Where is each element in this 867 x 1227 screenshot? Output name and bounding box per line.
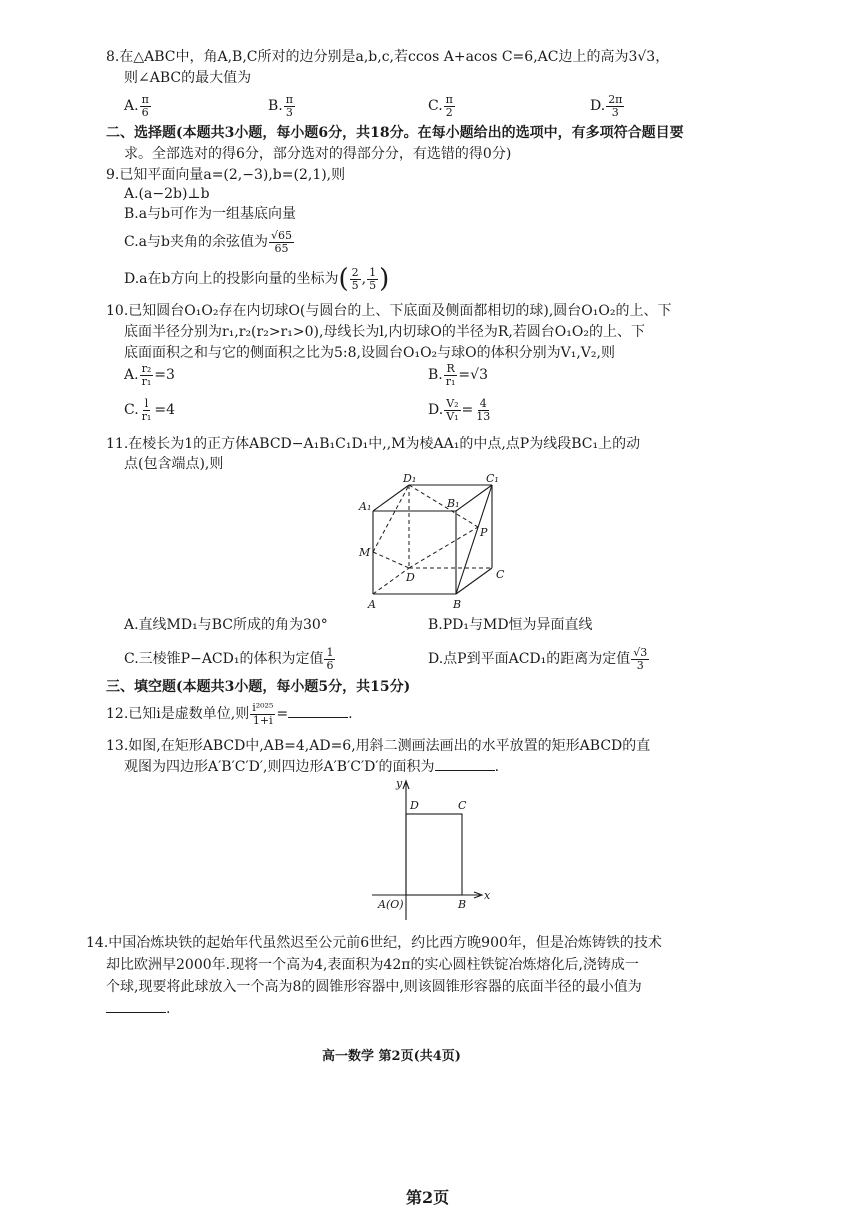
q11-stem-line2: 点(包含端点),则 bbox=[124, 456, 224, 472]
q10-option-b: B. $\frac{R}{\text{r₁}}$ =√3 bbox=[428, 362, 488, 388]
q14-stem-line3: 个球,现要将此球放入一个高为8的圆锥形容器中,则该圆锥形容器的底面半径的最小值为 bbox=[106, 979, 642, 995]
q10-option-c: C. $\frac{l}{\text{r₁}}$ =4 bbox=[124, 397, 175, 423]
q14-stem-line4: . bbox=[106, 1001, 170, 1018]
answer-blank[interactable] bbox=[288, 716, 348, 718]
q9-option-d: D.a在b方向上的投影向量的坐标为( $\frac{2}{5}$ , $\frac{1}{5}$ ) bbox=[124, 264, 390, 294]
q8-option-d: D. $\frac{2\pi}{3}$ bbox=[590, 93, 623, 119]
q12-stem: 12.已知i是虚数单位,则 $\frac{\text{i²⁰²⁵}}{1+i}$ = . bbox=[106, 701, 353, 727]
label-b: B bbox=[458, 898, 467, 911]
q10-option-a: A. $\frac{\text{r₂}}{\text{r₁}}$ =3 bbox=[124, 362, 175, 388]
q9-option-a: A.(a−2b)⊥b bbox=[124, 186, 210, 202]
segment-md-hidden bbox=[373, 552, 409, 568]
rectangle-figure bbox=[368, 775, 498, 925]
q11-option-d: D.点P到平面ACD₁的距离为定值 $\frac{√3}{3}$ bbox=[428, 646, 648, 672]
edge-bc bbox=[456, 568, 492, 594]
edge-ad-hidden bbox=[373, 568, 409, 594]
cube-figure bbox=[350, 470, 520, 615]
label-d: D bbox=[406, 571, 415, 584]
q9-option-c: C.a与b夹角的余弦值为 $\frac{√65}{65}$ bbox=[124, 229, 292, 255]
q14-stem-line1: 14.中国冶炼块铁的起始年代虽然迟至公元前6世纪，约比西方晚900年，但是冶炼铸铁的技术 bbox=[86, 935, 662, 951]
q8-stem-line2: 则∠ABC的最大值为 bbox=[124, 70, 252, 86]
q11-option-b: B.PD₁与MD恒为异面直线 bbox=[428, 617, 593, 633]
page-number-mark: 第2页 bbox=[406, 1188, 450, 1207]
q9-stem: 9.已知平面向量a=(2,−3),b=(2,1),则 bbox=[106, 167, 346, 183]
label-c1: C₁ bbox=[486, 472, 499, 485]
label-x: x bbox=[484, 889, 491, 902]
q10-option-d: D. $\frac{\text{V₂}}{\text{V₁}}$ = $\frac{4}{13}$ bbox=[428, 397, 491, 423]
edge-a1d1 bbox=[373, 485, 409, 511]
q8-option-c: C. $\frac{\pi}{2}$ bbox=[428, 93, 453, 119]
segment-md1-hidden bbox=[373, 485, 409, 552]
q8-option-b: B. $\frac{\pi}{3}$ bbox=[268, 93, 293, 119]
q10-stem-line1: 10.已知圆台O₁O₂存在内切球O(与圆台的上、下底面及侧面都相切的球),圆台O₁O₂的上、下 bbox=[106, 303, 672, 319]
label-a-o: A(O) bbox=[378, 898, 404, 911]
label-a: A bbox=[368, 598, 376, 611]
label-d: D bbox=[410, 799, 419, 812]
rectangle-abcd bbox=[406, 814, 462, 895]
q8-option-a: A. $\frac{\pi}{6}$ bbox=[124, 93, 149, 119]
label-a1: A₁ bbox=[359, 500, 372, 513]
section2-heading-line1: 二、选择题(本题共3小题，每小题6分，共18分。在每小题给出的选项中，有多项符合题目要 bbox=[106, 125, 684, 141]
section2-heading-line2: 求。全部选对的得6分，部分选对的得部分分，有选错的得0分) bbox=[124, 146, 512, 162]
label-p: P bbox=[480, 526, 488, 539]
q14-stem-line2: 却比欧洲早2000年.现将一个高为4,表面积为42π的实心圆柱铁锭冶炼熔化后,浇铸成一 bbox=[106, 957, 639, 973]
label-m: M bbox=[359, 546, 371, 559]
q9-option-b: B.a与b可作为一组基底向量 bbox=[124, 206, 297, 222]
q8-stem-line1: 8.在△ABC中，角A,B,C所对的边分别是a,b,c,若ccos A+acos C=6,AC边上的高为3√3， bbox=[106, 49, 670, 65]
page-footer: 高一数学 第2页(共4页) bbox=[322, 1049, 461, 1064]
q10-stem-line2: 底面半径分别为r₁,r₂(r₂>r₁>0),母线长为l,内切球O的半径为R,若圆台O₁O₂的上、下 bbox=[124, 324, 645, 340]
segment-d1p-hidden bbox=[409, 485, 478, 527]
edge-b1c1 bbox=[456, 485, 492, 511]
label-b: B bbox=[453, 598, 462, 611]
label-d1: D₁ bbox=[403, 472, 417, 485]
q13-stem-line1: 13.如图,在矩形ABCD中,AB=4,AD=6,用斜二测画法画出的水平放置的矩形ABCD的直 bbox=[106, 738, 651, 754]
q10-stem-line3: 底面面积之和与它的侧面积之比为5:8,设圆台O₁O₂与球O的体积分别为V₁,V₂,则 bbox=[124, 345, 615, 361]
q11-stem-line1: 11.在棱长为1的正方体ABCD−A₁B₁C₁D₁中,,M为棱AA₁的中点,点P为线段BC₁上的动 bbox=[106, 436, 641, 452]
section3-heading: 三、填空题(本题共3小题，每小题5分，共15分) bbox=[106, 679, 411, 695]
segment-bc1 bbox=[456, 485, 492, 594]
label-y: y bbox=[396, 777, 403, 790]
q13-stem-line2: 观图为四边形A′B′C′D′,则四边形A′B′C′D′的面积为 . bbox=[124, 759, 500, 775]
label-c: C bbox=[458, 799, 467, 812]
answer-blank[interactable] bbox=[435, 769, 495, 771]
q11-option-a: A.直线MD₁与BC所成的角为30° bbox=[124, 617, 328, 633]
label-c: C bbox=[496, 568, 505, 581]
answer-blank[interactable] bbox=[106, 1011, 166, 1013]
q11-option-c: C.三棱锥P−ACD₁的体积为定值 $\frac{1}{6}$ bbox=[124, 646, 334, 672]
label-b1: B₁ bbox=[447, 497, 460, 510]
segment-dp-hidden bbox=[409, 527, 478, 568]
